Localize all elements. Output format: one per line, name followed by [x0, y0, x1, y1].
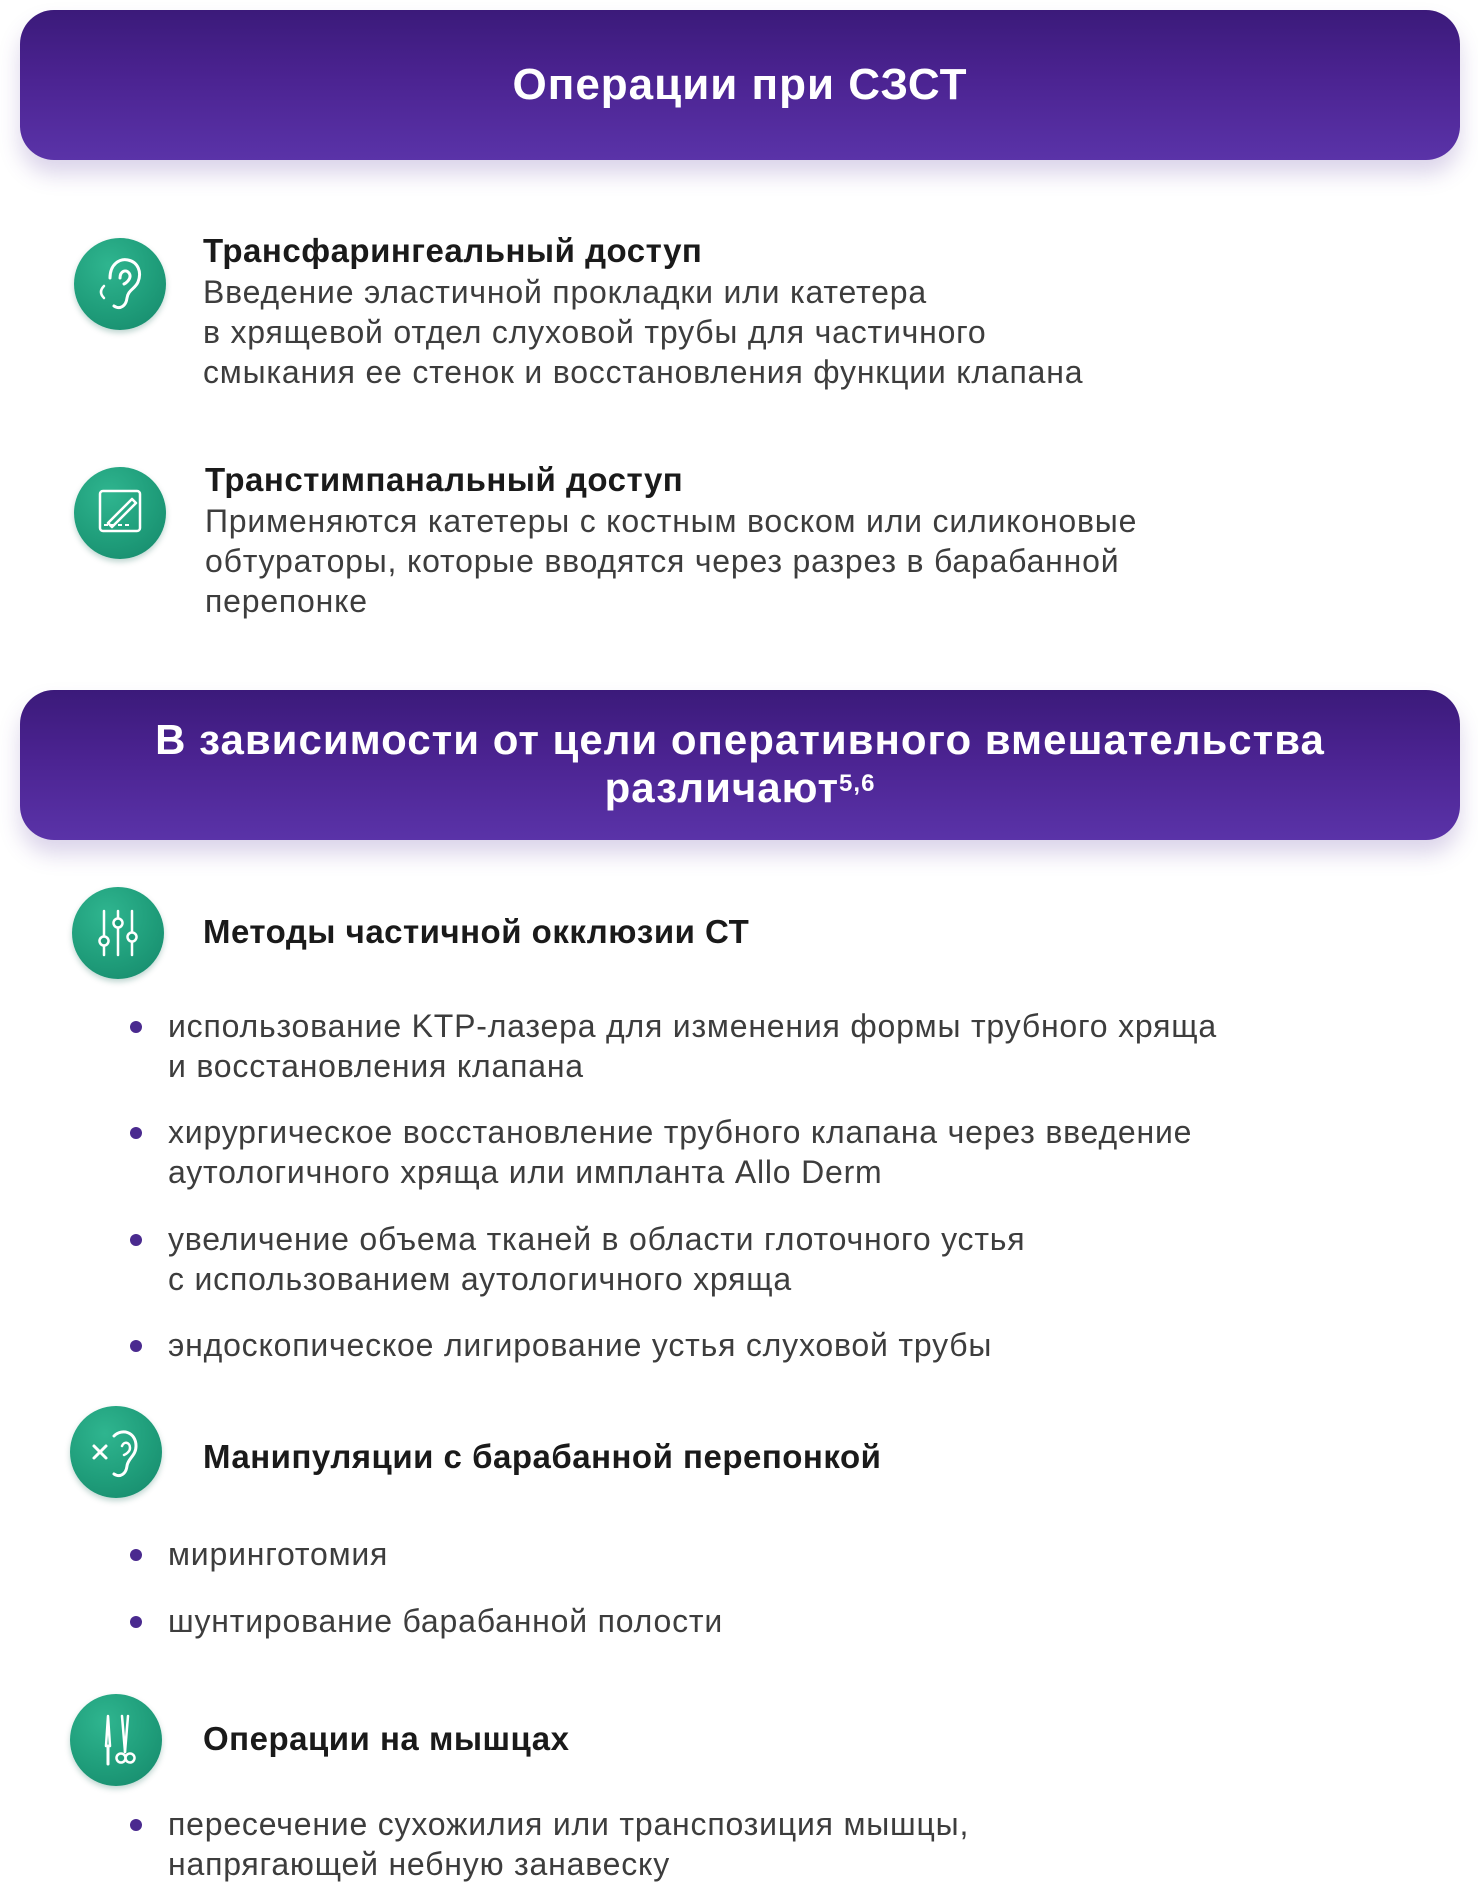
access-title-transpharyngeal: Трансфарингеальный доступ — [203, 232, 703, 269]
surgical-instruments-icon — [70, 1694, 162, 1786]
section-banner-goals — [20, 690, 1460, 840]
bullet-dot — [130, 1616, 142, 1628]
desc-line: обтураторы, которые вводятся через разрез в барабанной — [205, 543, 1120, 579]
footnote-ref: 5,6 — [839, 770, 876, 797]
bullet-dot — [130, 1127, 142, 1139]
banner-line-2 — [20, 764, 1460, 812]
bullet-line: и восстановления клапана — [168, 1048, 584, 1084]
desc-line: Применяются катетеры с костным воском или силиконовые — [205, 503, 1138, 539]
sliders-icon — [72, 887, 164, 979]
bullet-dot — [130, 1819, 142, 1831]
bullet-line: напрягающей небную занавеску — [168, 1846, 670, 1882]
bullet-dot — [130, 1021, 142, 1033]
ear-cross-icon — [70, 1406, 162, 1498]
bullet-line: увеличение объема тканей в области глоточного устья — [168, 1221, 1026, 1257]
bullet-line: аутологичного хряща или импланта Allo Derm — [168, 1154, 883, 1190]
access-desc-transtympanic — [205, 501, 1137, 621]
banner-line-2-text: различают — [604, 764, 840, 811]
bullet-dot — [130, 1234, 142, 1246]
desc-line: Введение эластичной прокладки или катетера — [203, 274, 927, 310]
bullet-line: с использованием аутологичного хряща — [168, 1261, 793, 1297]
desc-line: перепонке — [205, 583, 368, 619]
bullet-dot — [130, 1340, 142, 1352]
scalpel-incision-icon — [74, 467, 166, 559]
bullet-line: пересечение сухожилия или транспозиция мышцы, — [168, 1806, 970, 1842]
bullet-line: использование KTP-лазера для изменения формы трубного хряща — [168, 1008, 1217, 1044]
desc-line: в хрящевой отдел слуховой трубы для частичного — [203, 314, 987, 350]
bullet-dot — [130, 1549, 142, 1561]
method-title-partial-occlusion: Методы частичной окклюзии СТ — [203, 913, 750, 950]
bullet-line: миринготомия — [168, 1536, 389, 1572]
method-title-eardrum: Манипуляции с барабанной перепонкой — [203, 1438, 882, 1475]
banner-line-1: В зависимости от цели оперативного вмешательства — [155, 716, 1325, 763]
banner-title: Операции при СЗСТ — [512, 60, 968, 109]
access-title-transtympanic: Транстимпанальный доступ — [205, 461, 684, 498]
bullet-line: шунтирование барабанной полости — [168, 1603, 724, 1639]
desc-line: смыкания ее стенок и восстановления функции клапана — [203, 354, 1084, 390]
bullet-line: эндоскопическое лигирование устья слуховой трубы — [168, 1327, 993, 1363]
bullet-line: хирургическое восстановление трубного клапана через введение — [168, 1114, 1193, 1150]
ear-icon — [74, 238, 166, 330]
section-banner-operations — [20, 10, 1460, 160]
access-desc-transpharyngeal — [203, 272, 1083, 392]
method-title-muscles: Операции на мышцах — [203, 1720, 570, 1757]
